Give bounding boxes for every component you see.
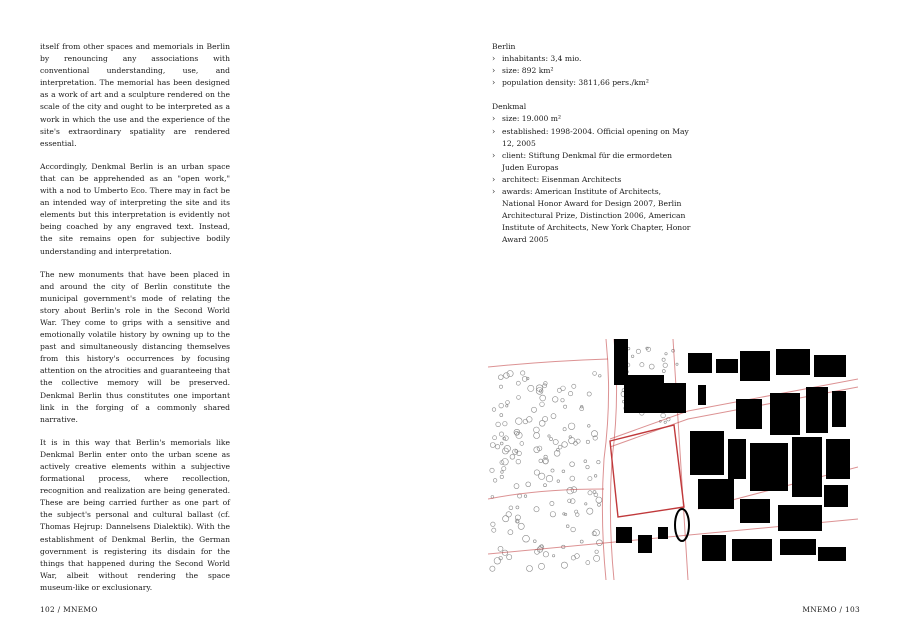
fact-item: › client: Stiftung Denkmal für die ermordeten Juden Europas <box>492 150 692 174</box>
building <box>814 355 846 377</box>
berlin-facts-list <box>492 53 692 89</box>
building <box>690 431 724 475</box>
section-heading-denkmal: Denkmal <box>492 102 527 112</box>
fact-sheet <box>492 41 692 259</box>
building <box>716 359 738 373</box>
denkmal-facts-list <box>492 113 692 246</box>
building <box>698 385 706 405</box>
fact-item: › size: 19.000 m² <box>492 113 692 125</box>
paragraph: itself from other spaces and memorials in Berlin by renouncing any associations with conventional understanding, use, and interpretation. The memorial has been designed as a work of art and a sculpture rendered on the scale of the city and ought to be interpreted as a work in which the use and the experience of the site's extraordinary spatiality are rendered essential. <box>40 42 230 148</box>
building <box>750 443 788 491</box>
building <box>688 353 712 373</box>
building <box>732 539 772 561</box>
building <box>818 547 846 561</box>
building <box>736 399 762 429</box>
paragraph: Accordingly, Denkmal Berlin is an urban space that can be apprehended as an "open work," with a nod to Umberto Eco. There may in fact be an intended way of interpreting the site and its elements but this interpretation is evidently not being coached by any engraved text. Instead, the site remains open for subjective bodily understanding and interpretation. <box>40 161 230 256</box>
left-text-column <box>40 41 230 605</box>
fact-item: › size: 892 km² <box>492 65 692 77</box>
building <box>638 535 652 553</box>
fact-item: › population density: 3811,66 pers./km² <box>492 77 692 89</box>
page-number-right: MNEMO / 103 <box>802 605 860 614</box>
building <box>806 387 828 433</box>
building <box>740 351 770 381</box>
building <box>702 535 726 561</box>
building <box>728 439 746 479</box>
fact-item: › architect: Eisenman Architects <box>492 174 692 186</box>
building <box>778 505 822 531</box>
building <box>658 527 668 539</box>
building <box>780 539 816 555</box>
building <box>624 375 664 413</box>
section-heading-berlin: Berlin <box>492 42 516 51</box>
building <box>832 391 846 427</box>
page-number-left: 102 / MNEMO <box>40 605 98 614</box>
building <box>740 499 770 523</box>
building <box>776 349 810 375</box>
paragraph: It is in this way that Berlin's memorials like Denkmal Berlin enter onto the urban scene as actively creative elements within a subjective formational process, where recollection, recognition and realization are being generated. These are being carried further as one part of the subject's personal and cultural ballast (cf. Thomas Hejrup: Dannelsens Dialektik). With the establishment of Denkmal Berlin, the German government is registering its disdain for the things that happened during the Second World War, albeit without rendering the space museum-like or exclusionary. <box>40 437 230 592</box>
site-plan-map <box>488 339 858 580</box>
building <box>664 383 686 413</box>
building <box>824 485 848 507</box>
fact-item: › awards: American Institute of Architects, National Honor Award for Design 2007, Berlin Architectural Prize, Distinction 2006, American Institute of Architects, New York Chapter, Honor Award 2005 <box>492 186 692 246</box>
building <box>770 393 800 435</box>
building <box>826 439 850 479</box>
building <box>792 437 822 497</box>
fact-item: › established: 1998-2004. Official opening on May 12, 2005 <box>492 126 692 150</box>
paragraph: The new monuments that have been placed in and around the city of Berlin constitute the municipal government's mode of relating the story about Berlin's role in the Second World War. They come to grips with a sensitive and emotionally volatile history by owning up to the past and simultaneously distancing themselves from this history's occurrences by focusing attention on the atrocities and guaranteeing that the collective memory will be preserved. Denkmal Berlin thus constitutes one important link in the forging of a commonly shared narrative. <box>40 269 230 424</box>
fact-item: › inhabitants: 3,4 mio. <box>492 53 692 65</box>
building <box>698 479 734 509</box>
building <box>616 527 632 543</box>
